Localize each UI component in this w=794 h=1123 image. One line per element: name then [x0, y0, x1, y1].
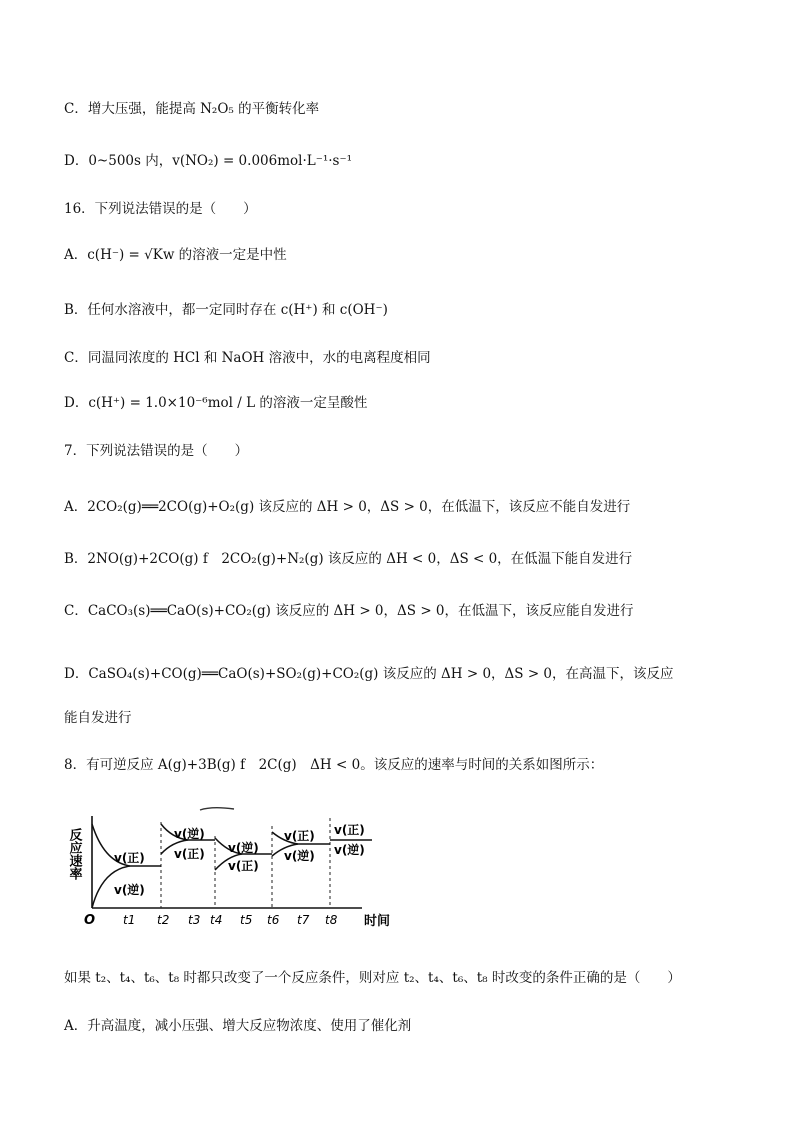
- question-16-option-d: D．c(H⁺) = 1.0×10⁻⁶mol / L 的溶液一定呈酸性: [64, 395, 368, 411]
- question-8-stem: 8．有可逆反应 A(g)+3B(g) f 2C(g) ΔH < 0。该反应的速率与时间的关系如图所示：: [64, 757, 604, 773]
- tick-t5: t5: [240, 913, 253, 927]
- tick-t7: t7: [297, 913, 310, 927]
- question-7-option-d: D．CaSO₄(s)+CO(g)══CaO(s)+SO₂(g)+CO₂(g) 该反应的 ΔH > 0，ΔS > 0，在高温下，该反应: [64, 666, 674, 682]
- question-7-stem: 7．下列说法错误的是（ ）: [64, 443, 249, 459]
- seg4-upper-label: v(正): [284, 829, 315, 843]
- question-7-option-d-continued: 能自发进行: [64, 710, 132, 726]
- seg3-upper-label: v(逆): [228, 841, 259, 855]
- seg5-upper-label: v(正): [334, 823, 365, 837]
- rate-time-figure: [62, 800, 402, 934]
- question-15-option-c: C．增大压强，能提高 N₂O₅ 的平衡转化率: [64, 101, 320, 117]
- seg4-lower-label: v(逆): [284, 849, 315, 863]
- seg2-upper-label: v(逆): [174, 827, 205, 841]
- question-16-option-c: C．同温同浓度的 HCl 和 NaOH 溶液中，水的电离程度相同: [64, 350, 431, 366]
- tick-t8: t8: [325, 913, 338, 927]
- x-axis-label: 时间: [364, 914, 391, 929]
- y-axis-label: 反应速率: [66, 828, 82, 880]
- seg5-lower-label: v(逆): [334, 843, 365, 857]
- seg1-upper-label: v(正): [114, 851, 145, 865]
- question-15-option-d: D．0~500s 内，v(NO₂) = 0.006mol·L⁻¹·s⁻¹: [64, 153, 353, 169]
- tick-t6: t6: [267, 913, 280, 927]
- question-16-stem: 16．下列说法错误的是（ ）: [64, 201, 257, 217]
- tick-t1: t1: [123, 913, 136, 927]
- question-8-option-a: A．升高温度，减小压强、增大反应物浓度、使用了催化剂: [64, 1018, 412, 1034]
- question-16-option-a: A．c(H⁻) = √Kw 的溶液一定是中性: [64, 247, 287, 263]
- question-16-option-b: B．任何水溶液中，都一定同时存在 c(H⁺) 和 c(OH⁻): [64, 302, 388, 318]
- question-7-option-c: C．CaCO₃(s)══CaO(s)+CO₂(g) 该反应的 ΔH > 0，ΔS > 0，在低温下，该反应能自发进行: [64, 603, 634, 619]
- tick-t4: t4: [210, 913, 223, 927]
- question-8-condition: 如果 t₂、t₄、t₆、t₈ 时都只改变了一个反应条件，则对应 t₂、t₄、t₆、t₈ 时改变的条件正确的是（ ）: [64, 970, 681, 986]
- seg2-lower-label: v(正): [174, 847, 205, 861]
- question-7-option-b: B．2NO(g)+2CO(g) f 2CO₂(g)+N₂(g) 该反应的 ΔH < 0，ΔS < 0，在低温下能自发进行: [64, 551, 633, 567]
- seg1-lower-label: v(逆): [114, 883, 145, 897]
- tick-t3: t3: [188, 913, 201, 927]
- question-7-option-a: A．2CO₂(g)══2CO(g)+O₂(g) 该反应的 ΔH > 0，ΔS > 0，在低温下，该反应不能自发进行: [64, 499, 631, 515]
- seg3-lower-label: v(正): [228, 859, 259, 873]
- origin-label: O: [84, 913, 96, 928]
- tick-t2: t2: [157, 913, 170, 927]
- scan-mark: [200, 808, 234, 810]
